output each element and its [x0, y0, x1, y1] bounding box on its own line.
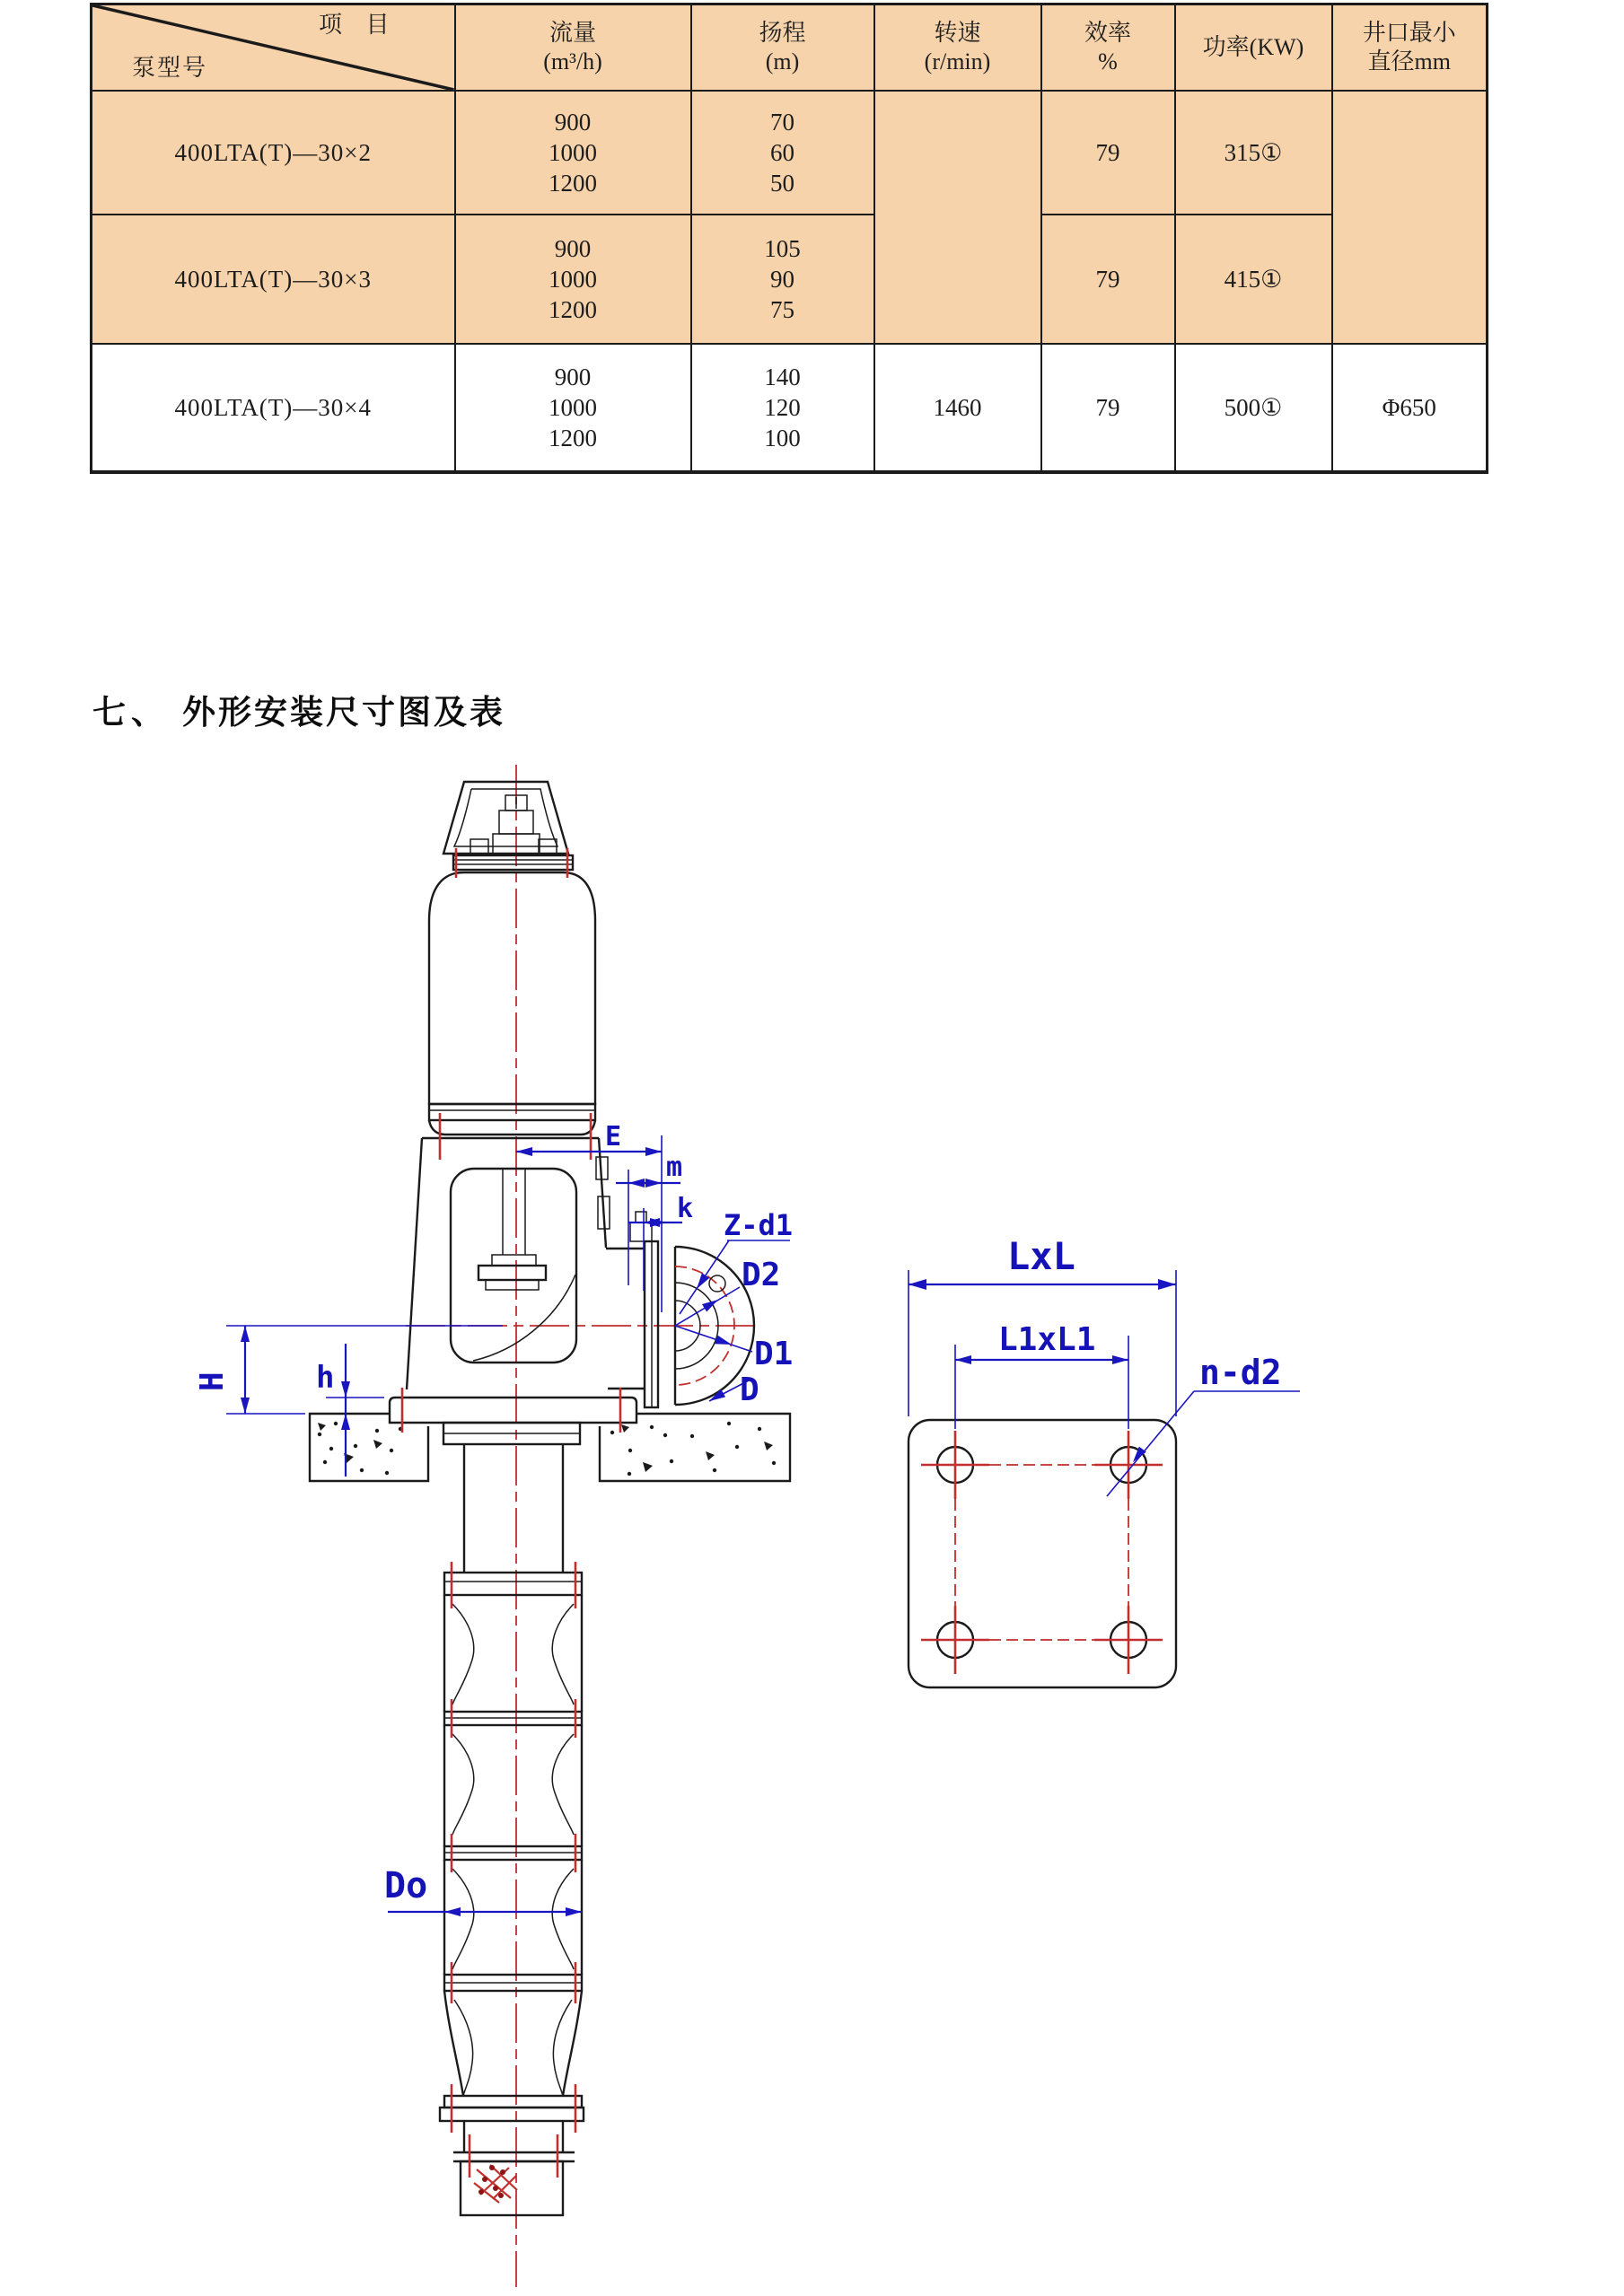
- col-header-power: 功率(KW): [1175, 4, 1332, 92]
- cell-power-1: 315①: [1175, 91, 1332, 215]
- dim-label-z-d1: Z-d1: [724, 1208, 794, 1242]
- cell-head-2: 105 90 75: [691, 215, 874, 344]
- cell-model-3: 400LTA(T)—30×4: [92, 344, 455, 472]
- bolt-hole: [709, 1275, 725, 1292]
- cell-model-2: 400LTA(T)—30×3: [92, 215, 455, 344]
- cell-head-1: 70 60 50: [691, 91, 874, 215]
- section-number: 七、: [92, 695, 170, 732]
- foundation-right: [600, 1414, 790, 1481]
- dim-label-h-lower: h: [316, 1360, 335, 1396]
- col-header-efficiency: 效率 %: [1041, 4, 1175, 92]
- corner-label-model: 泵型号: [132, 55, 208, 81]
- col-header-speed: 转速 (r/min): [874, 4, 1041, 92]
- cell-flow-2: 900 1000 1200: [455, 215, 691, 344]
- column-and-bowls: [440, 1444, 584, 2161]
- cell-eff-1: 79: [1041, 91, 1175, 215]
- dim-label-do: Do: [384, 1865, 428, 1906]
- centerlines: [406, 765, 761, 2287]
- corner-label-item: 项 目: [318, 12, 399, 38]
- dim-label-d1: D1: [754, 1336, 794, 1372]
- strainer-box: [461, 2161, 563, 2215]
- cell-head-3: 140 120 100: [691, 344, 874, 472]
- dim-label-h-upper: H: [194, 1371, 231, 1391]
- foundation-left: [310, 1414, 428, 1481]
- red-tick-marks: [402, 848, 620, 2178]
- cell-well-3: Φ650: [1332, 344, 1488, 472]
- dim-label-lxl: LxL: [1007, 1234, 1075, 1278]
- dim-label-k: k: [677, 1193, 694, 1224]
- cell-power-2: 415①: [1175, 215, 1332, 344]
- section-title: 外形安装尺寸图及表: [182, 695, 505, 732]
- cell-speed-3: 1460: [874, 344, 1041, 472]
- cell-flow-3: 900 1000 1200: [455, 344, 691, 472]
- dim-label-e: E: [605, 1121, 622, 1152]
- dimension-annotations: [194, 1121, 793, 1916]
- col-header-well-diameter: 井口最小 直径mm: [1332, 4, 1488, 92]
- cell-power-3: 500①: [1175, 344, 1332, 472]
- col-header-flow: 流量 (m³/h): [455, 4, 691, 92]
- col-header-head: 扬程 (m): [691, 4, 874, 92]
- cell-flow-1: 900 1000 1200: [455, 91, 691, 215]
- cell-model-1: 400LTA(T)—30×2: [92, 91, 455, 215]
- cell-eff-2: 79: [1041, 215, 1175, 344]
- cell-eff-3: 79: [1041, 344, 1175, 472]
- dim-label-m: m: [666, 1152, 683, 1183]
- flange-plate: [909, 1420, 1176, 1687]
- flange-plan-view: [909, 1234, 1300, 1687]
- discharge-head: [390, 1138, 658, 1444]
- dim-label-n-d2: n-d2: [1199, 1353, 1282, 1392]
- dim-label-l1xl1: L1xL1: [998, 1321, 1096, 1358]
- motor-assembly: [429, 782, 595, 1135]
- bolt-center-lines: [921, 1431, 1163, 1674]
- dim-label-d: D: [740, 1371, 759, 1408]
- dim-label-d2: D2: [742, 1257, 781, 1293]
